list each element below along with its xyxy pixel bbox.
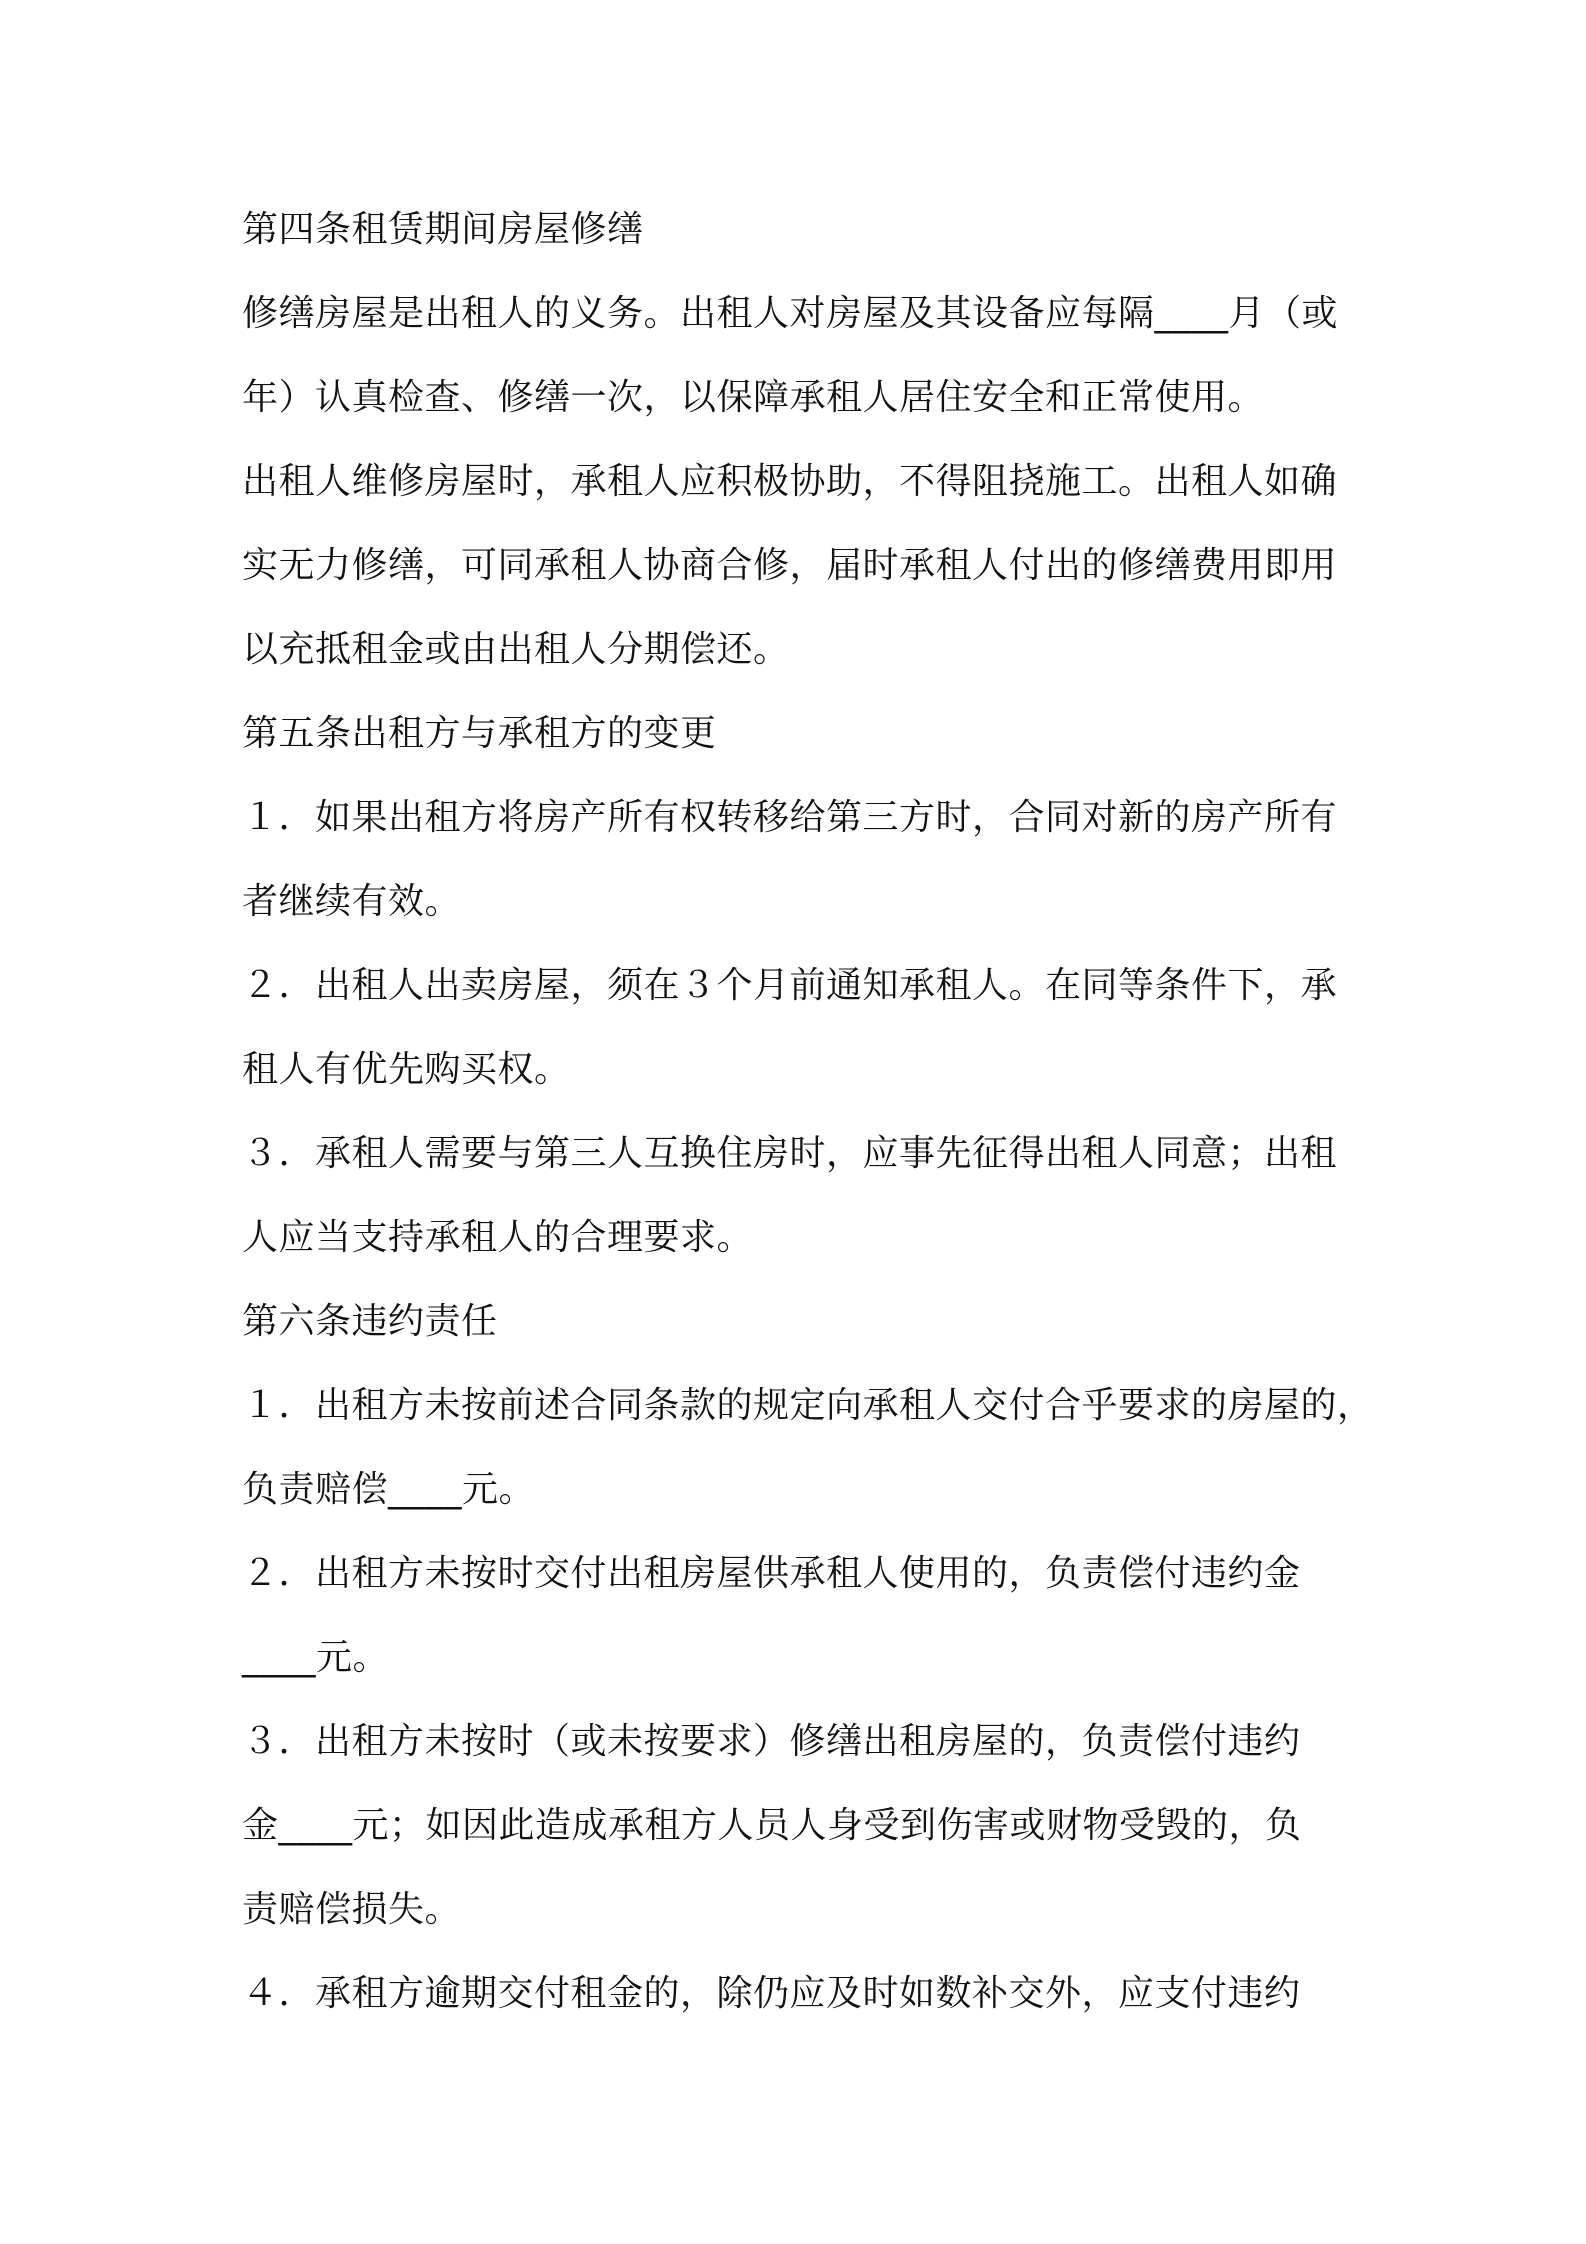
article-4-heading: 第四条租赁期间房屋修缮 [242,209,644,250]
article-6-item-1-line-2: 负责赔偿____元。 [242,1469,536,1510]
article-6-item-4-line-1: ４．承租方逾期交付租金的，除仍应及时如数补交外，应支付违约 [242,1973,1301,2014]
article-6-item-3-line-3: 责赔偿损失。 [242,1889,462,1930]
article-6-item-3-line-1: ３．出租方未按时（或未按要求）修缮出租房屋的，负责偿付违约 [242,1721,1301,1762]
article-5-item-1-line-1: １．如果出租方将房产所有权转移给第三方时，合同对新的房产所有 [242,797,1338,838]
article-6-heading: 第六条违约责任 [242,1301,498,1342]
article-6-item-2-line-1: ２．出租方未按时交付出租房屋供承租人使用的，负责偿付违约金 [242,1553,1301,1594]
article-4-paragraph-2-line-1: 出租人维修房屋时，承租人应积极协助，不得阻挠施工。出租人如确 [242,461,1338,502]
article-4-paragraph-2-line-2: 实无力修缮，可同承租人协商合修，届时承租人付出的修缮费用即用 [242,545,1338,586]
article-5-item-2-line-2: 租人有优先购买权。 [242,1049,571,1090]
article-6-item-3-line-2: 金____元；如因此造成承租方人员人身受到伤害或财物受毁的，负 [242,1805,1302,1846]
article-4-paragraph-1-line-2: 年）认真检查、修缮一次，以保障承租人居住安全和正常使用。 [242,377,1265,418]
article-6-item-2-line-2: ____元。 [242,1637,390,1678]
article-4-paragraph-2-line-3: 以充抵租金或由出租人分期偿还。 [242,629,790,670]
article-5-item-3-line-1: ３．承租人需要与第三人互换住房时，应事先征得出租人同意；出租 [242,1133,1338,1174]
article-5-item-1-line-2: 者继续有效。 [242,881,462,922]
article-4-paragraph-1-line-1: 修缮房屋是出租人的义务。出租人对房屋及其设备应每隔____月（或 [242,293,1339,334]
article-5-item-3-line-2: 人应当支持承租人的合理要求。 [242,1217,754,1258]
article-5-heading: 第五条出租方与承租方的变更 [242,713,717,754]
article-6-item-1-line-1: １．出租方未按前述合同条款的规定向承租人交付合乎要求的房屋的， [242,1385,1374,1426]
article-5-item-2-line-1: ２．出租人出卖房屋，须在３个月前通知承租人。在同等条件下，承 [242,965,1338,1006]
